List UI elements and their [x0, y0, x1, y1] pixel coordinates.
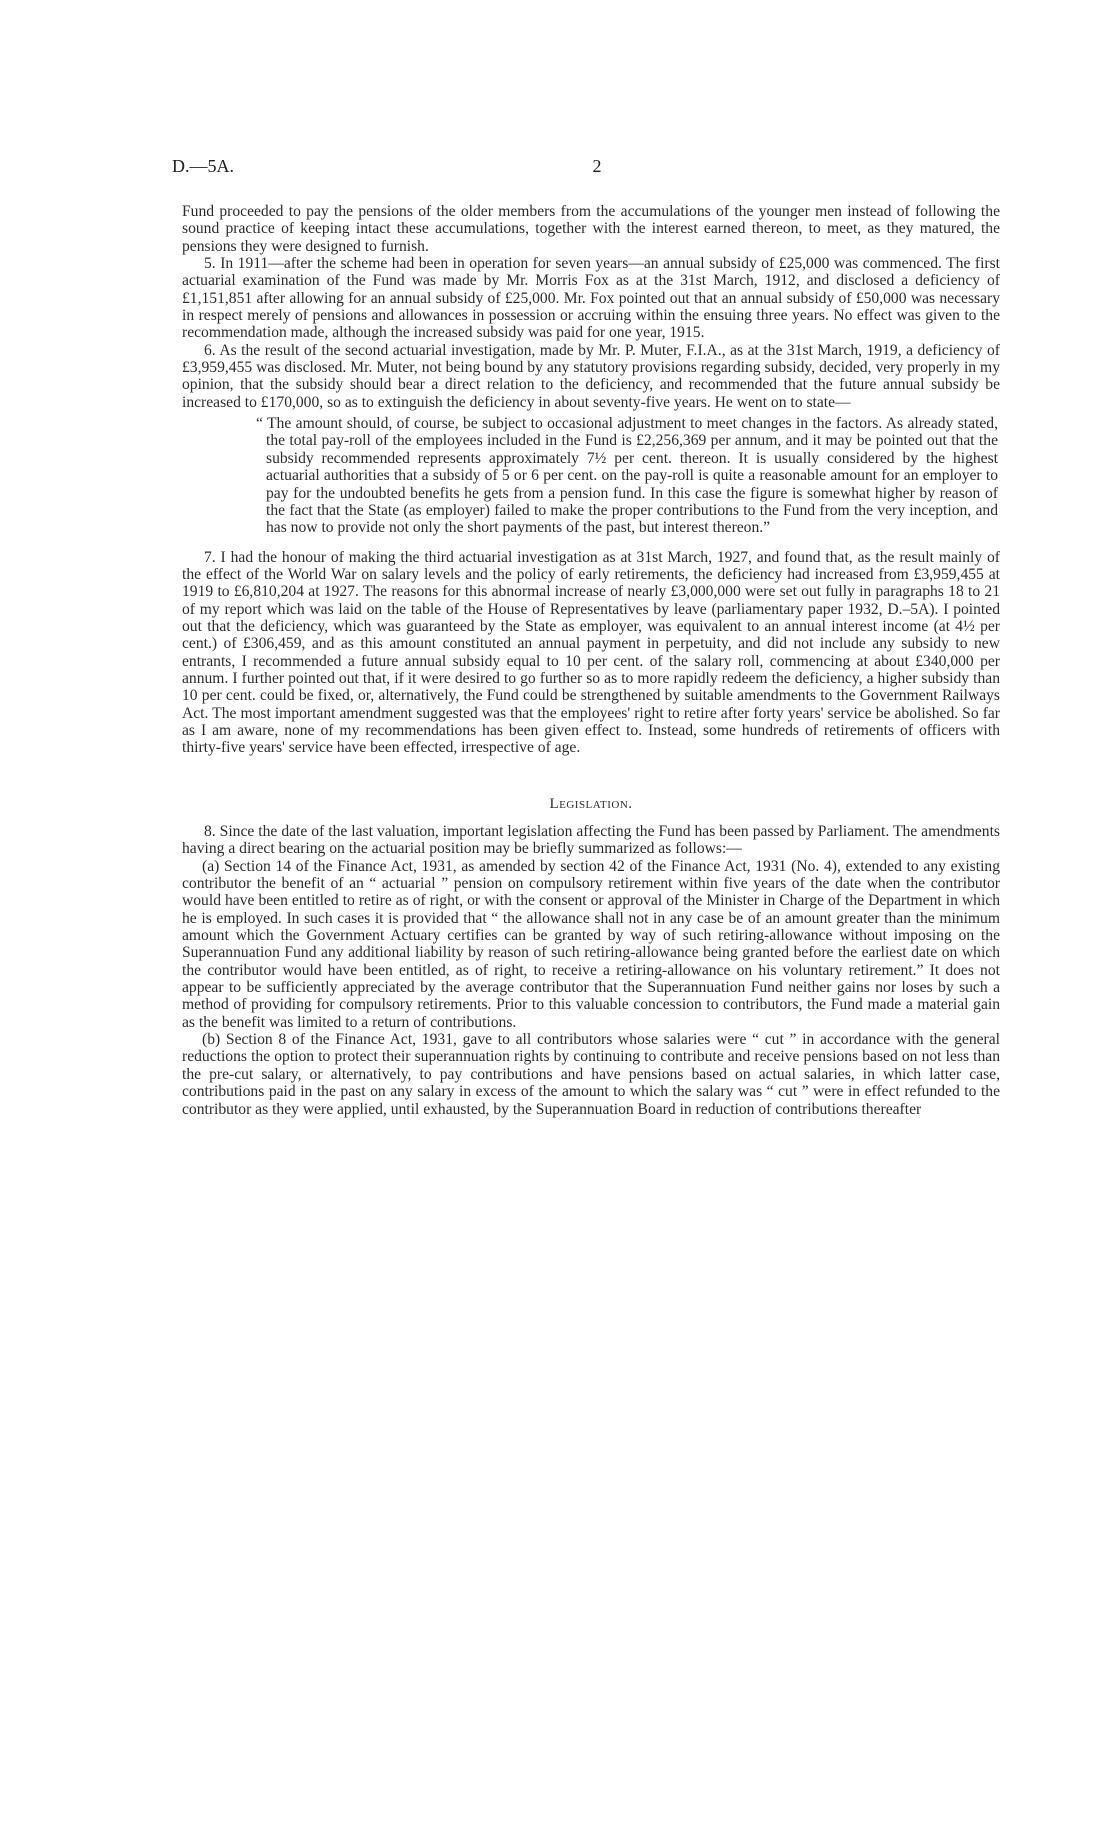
page-number: 2 [592, 156, 602, 176]
document-body [182, 203, 1000, 1118]
document-reference: D.—5A. [172, 156, 234, 176]
page-header [172, 156, 1002, 186]
paragraph-8b: (b) Section 8 of the Finance Act, 1931, gave to all contributors whose salaries were “ cut ” in accordance with the general reductions the option to protect their superannuation rights by continuing to contribute and receive pensions based on not less than the pre-cut salary, or alternatively, to pay contributions and have pensions based on actual salaries, in which latter case, contributions paid in the past on any salary in excess of the amount to which the salary was “ cut ” were in effect refunded to the contributor as they were applied, until exhausted, by the Superannuation Board in reduction of contributions thereafter [182, 1031, 1000, 1118]
block-quote: “ The amount should, of course, be subject to occasional adjustment to meet changes in the factors. As already stated, the total pay-roll of the employees included in the Fund is £2,256,369 per annum, and it may be pointed out that the subsidy recommended represents approximately 7½ per cent. thereon. It is usually considered by the highest actuarial authorities that a subsidy of 5 or 6 per cent. on the pay-roll is quite a reasonable amount for an employer to pay for the undoubted benefits he gets from a pension fund. In this case the figure is somewhat higher by reason of the fact that the State (as employer) failed to make the proper contributions to the Fund from the very inception, and has now to provide not only the short payments of the past, but interest thereon.” [256, 415, 998, 537]
paragraph-8: 8. Since the date of the last valuation, important legislation affecting the Fund has been passed by Parliament. The amendments having a direct bearing on the actuarial position may be briefly summarized as follows:— [182, 823, 1000, 858]
section-heading-legislation: Legislation. [549, 795, 633, 812]
paragraph-continued: Fund proceeded to pay the pensions of the older members from the accumulations of the younger men instead of following the sound practice of keeping intact these accumulations, together with the interest earned thereon, to meet, as they matured, the pensions they were designed to furnish. [182, 203, 1000, 255]
paragraph-7: 7. I had the honour of making the third actuarial investigation as at 31st March, 1927, and found that, as the result mainly of the effect of the World War on salary levels and the policy of early retirements, the deficiency had increased from £3,959,455 at 1919 to £6,810,204 at 1927. The reasons for this abnormal increase of nearly £3,000,000 were set out fully in paragraphs 18 to 21 of my report which was laid on the table of the House of Representatives by leave (parliamentary paper 1932, D.–5A). I pointed out that the deficiency, which was guaranteed by the State as employer, was equivalent to an annual interest income (at 4½ per cent.) of £306,459, and as this amount constituted an annual payment in perpetuity, and did not include any subsidy to new entrants, I recommended a future annual subsidy equal to 10 per cent. of the salary roll, commencing at about £340,000 per annum. I further pointed out that, if it were desired to go further so as to more rapidly redeem the deficiency, a higher subsidy than 10 per cent. could be fixed, or, alternatively, the Fund could be strengthened by suitable amendments to the Government Railways Act. The most important amendment suggested was that the employees' right to retire after forty years' service be abolished. So far as I am aware, none of my recommendations has been given effect to. Instead, some hundreds of retirements of officers with thirty-five years' service have been effected, irrespective of age. [182, 548, 1000, 757]
paragraph-8a: (a) Section 14 of the Finance Act, 1931, as amended by section 42 of the Finance Act, 1931 (No. 4), extended to any existing contributor the benefit of an “ actuarial ” pension on compulsory retirement within five years of the date when the contributor would have been entitled to retire as of right, or with the consent or approval of the Minister in Charge of the Department in which he is employed. In such cases it is provided that “ the allowance shall not in any case be of an amount greater than the minimum amount which the Government Actuary certifies can be granted by way of such retiring-allowance without imposing on the Superannuation Fund any additional liability by reason of such retiring-allowance being granted before the earliest date on which the contributor would have been entitled, as of right, to receive a retiring-allowance on his voluntary retirement.” It does not appear to be sufficiently appreciated by the average contributor that the Superannuation Fund neither gains nor loses by such a method of providing for compulsory retirements. Prior to this valuable concession to contributors, the Fund made a material gain as the benefit was limited to a return of contributions. [182, 857, 1000, 1031]
paragraph-5: 5. In 1911—after the scheme had been in operation for seven years—an annual subsidy of £25,000 was commenced. The first actuarial examination of the Fund was made by Mr. Morris Fox as at the 31st March, 1912, and disclosed a deficiency of £1,151,851 after allowing for an annual subsidy of £25,000. Mr. Fox pointed out that an annual subsidy of £50,000 was necessary in respect merely of pensions and allowances in possession or accruing within the ensuing three years. No effect was given to the recommendation made, although the increased subsidy was paid for one year, 1915. [182, 255, 1000, 342]
paragraph-6: 6. As the result of the second actuarial investigation, made by Mr. P. Muter, F.I.A., as at the 31st March, 1919, a deficiency of £3,959,455 was disclosed. Mr. Muter, not being bound by any statutory provisions regarding subsidy, decided, very properly in my opinion, that the subsidy should bear a direct relation to the deficiency, and recommended that the future annual subsidy be increased to £170,000, so as to extinguish the deficiency in about seventy-five years. He went on to state— [182, 341, 1000, 411]
